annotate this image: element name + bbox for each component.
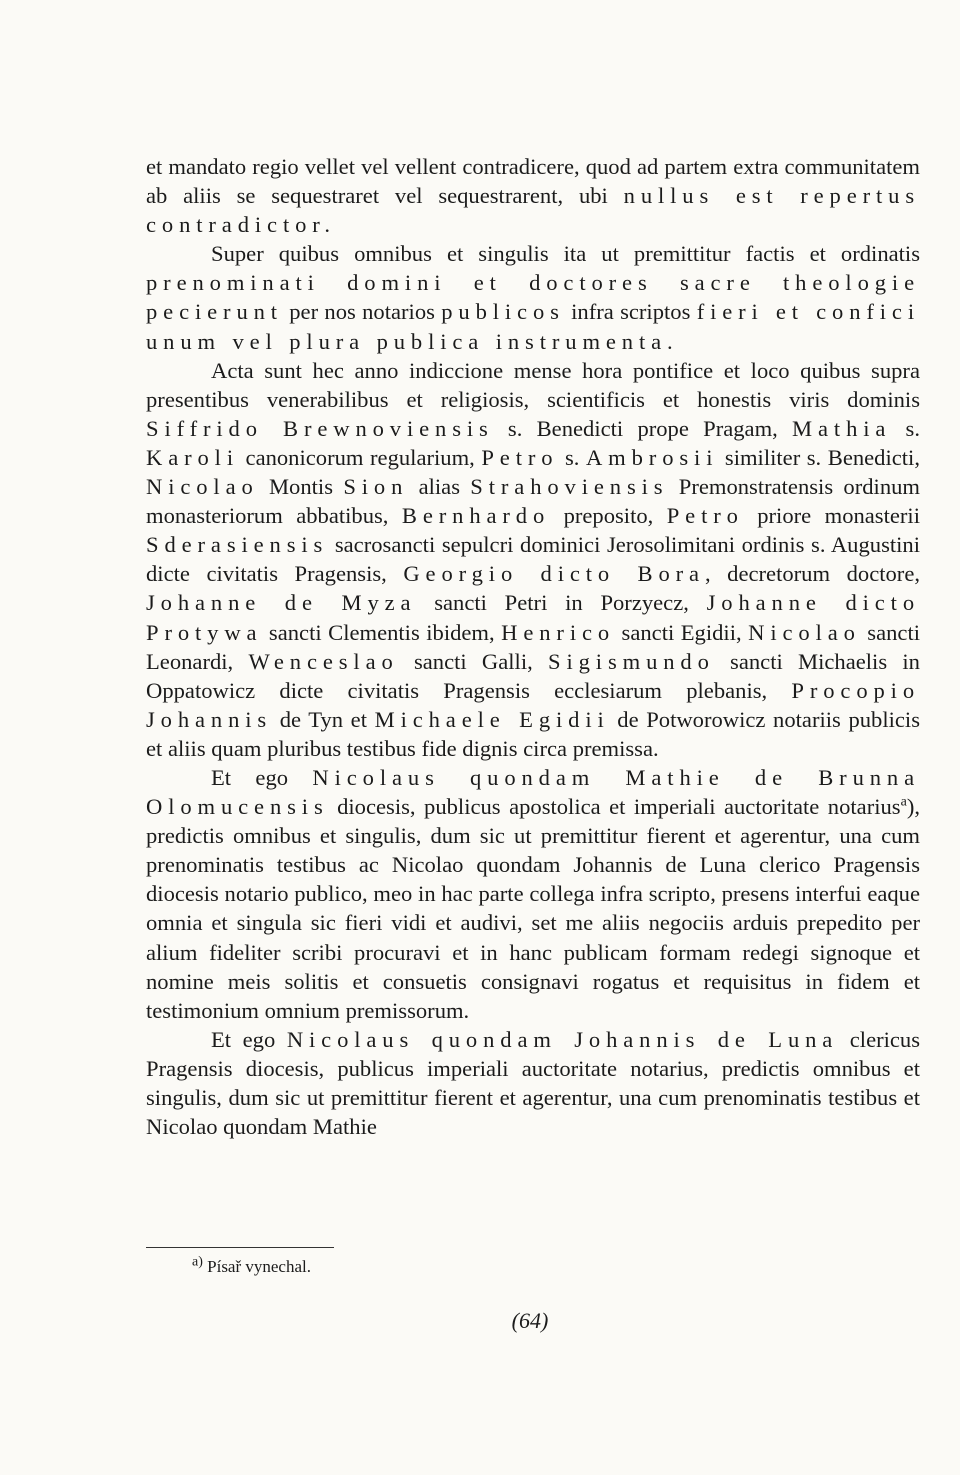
text-run: s. Benedicti prope Pragam, [493,415,793,441]
text-run: s. [891,415,920,441]
spaced-text: nullus est repertus contradictor. [146,183,920,238]
spaced-text: Procopio [791,677,920,703]
text-run: similiter s. Benedicti, [718,444,920,470]
spaced-text: Karoli [146,444,239,470]
text-run: de Tyn et [272,706,375,732]
spaced-text: Strahoviensis [470,474,669,500]
text-run: sancti Egidii, [615,619,749,645]
spaced-text: Bernhardo [401,503,551,529]
text-run: sancti Leonardi, [146,619,920,674]
page-number: (64) [511,1308,549,1333]
footnote-mark: a) [192,1254,203,1270]
body-text [146,152,920,1141]
text-run: s. [558,444,586,470]
text-run: priore monasterii [743,503,920,529]
spaced-text: Johanne dicto Protywa [146,590,920,645]
paragraph-5 [146,1025,920,1141]
text-run: sancti Galli, [398,648,549,674]
text-run: diocesis, publicus apostolica et imperiali auctoritate notarius [328,794,901,820]
spaced-text: Sderasiensis [146,532,329,558]
spaced-text: Nicolao [748,619,861,645]
text-run: sancti Michaelis in Oppatowicz dicte civitatis Pragensis ecclesiarum plebanis, [146,648,920,703]
spaced-text: Petro [481,444,559,470]
text-run: Et ego [211,764,313,790]
paragraph-4 [146,763,920,1025]
footnote [192,1256,311,1278]
text-run: sancti Petri in Porzyecz, [416,590,707,616]
text-run: alias [408,474,471,500]
text-run: Premonstratensis ordinum monasteriorum abbatibus, [146,474,920,529]
text-run: Super quibus omnibus et singulis ita ut premittitur factis et ordinatis [211,241,920,267]
text-run: Acta sunt hec anno indiccione mense hora pontifice et loco quibus supra presentibus venerabilibus et religiosis, scientificis et honestis viris dominis [146,357,920,412]
text-run: , decretorum doctore, [704,561,920,587]
spaced-text: Olomucensis [146,794,329,820]
text-run: sancti Clementis ibidem, [262,619,502,645]
text-run: canonicorum regularium, [238,444,482,470]
text-run: clericus Pragensis diocesis, publicus imperiali auctoritate notarius, predictis omnibus et singulis, dum sic ut premittitur fierent et agerentur, una cum prenominatis testibus et Nicolao quondam Mathie [146,1026,921,1140]
text-run: Montis [258,474,344,500]
text-run: Et ego [211,1026,287,1052]
paragraph-2 [146,239,920,355]
footnote-divider [146,1247,334,1248]
spaced-text: Mathia [792,415,892,441]
spaced-text: Siffrido Brewnoviensis [146,415,494,441]
spaced-text: Nicolaus quondam Mathie de Brunna [312,764,920,790]
spaced-text: Henrico [501,619,616,645]
spaced-text: Nicolao [146,474,259,500]
footnote-ref: a [900,794,907,810]
paragraph-3 [146,356,920,763]
spaced-text: Johanne de Myza [146,590,417,616]
spaced-text: Petro [666,503,744,529]
text-run: sacrosancti sepulcri dominici Jerosolimitani ordinis s. Augustini dicte civitatis Pragensis, [146,532,920,587]
spaced-text: fieri et confici unum vel plura publica instrumenta. [146,299,920,354]
spaced-text: Georgio dicto Bora [403,561,705,587]
footnote-text: Písař vynechal. [202,1257,311,1276]
text-run: ), predictis omnibus et singulis, dum sic ut premittitur fierent et agerentur, una cum prenominatis testibus ac Nicolao quondam Johannis de Luna clerico Pragensis diocesis notario publico, meo in hac parte collega infra scripto, presens interfui eaque omnia et singula sic fieri vidi et audivi, set me aliis negociis arduis prepedito per alium fideliter scribi procuravi et in hanc publicam formam redegi signoque et nomine meis solitis et consuetis consignavi rogatus et requisitus in fidem et testimonium omnium premissorum. [146,794,920,1023]
spaced-text: Johannis [146,706,273,732]
text-run: per nos notarios [282,299,442,325]
text-run: de Potworowicz notariis publicis et aliis quam pluribus testibus fide dignis circa premissa. [146,706,920,761]
spaced-text: Ambrosii [585,444,719,470]
spaced-text: Michaele Egidii [374,706,610,732]
text-run: et mandato regio vellet vel vellent contradicere, quod ad partem extra communitatem ab aliis se sequestraret vel sequestrarent, ubi [146,154,920,209]
text-run: infra scriptos [564,299,697,325]
spaced-text: Sigismundo [548,648,715,674]
spaced-text: Sion [343,474,409,500]
spaced-text: publicos [441,299,565,325]
text-run: preposito, [550,503,667,529]
spaced-text: prenominati domini et doctores sacre theologie pecierunt [146,270,920,325]
paragraph-1 [146,152,920,239]
spaced-text: Wenceslao [248,648,399,674]
spaced-text: Nicolaus quondam Johannis de Luna [286,1026,839,1052]
